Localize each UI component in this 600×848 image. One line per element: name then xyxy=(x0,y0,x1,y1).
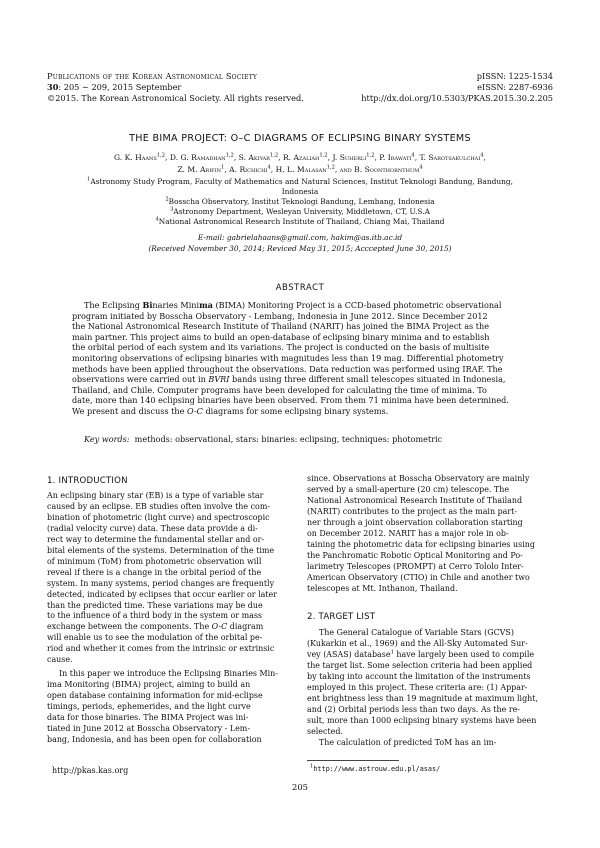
author-list-line1: G. K. Haans$^{1,2}$, D. G. Ramadhan$^{1,2}$, S. Akiyar$^{1,2}$, R. Azaliah$^{1,2}$, J. Suherli$^{1,2}$, P. Irawati$^4$, T. Sarotsakulchai$^4$, xyxy=(114,152,486,162)
abstract-body xyxy=(72,300,530,417)
text-line: vey (ASAS) database$^1$ have largely been used to compile xyxy=(307,649,535,659)
affiliation-mark: 4 xyxy=(267,164,271,171)
contact-email: E-mail: gabrielahaans@gmail.com, hakim@as.itb.ac.id xyxy=(197,233,403,242)
footnote-rule xyxy=(307,760,399,761)
affiliation-3 xyxy=(30,207,570,218)
author-list-line2: Z. M. Arifin$^1$, A. Richichi$^4$, H. L. Malasan$^{1,2}$, and B. Soonthornthum$^4$ xyxy=(177,164,423,174)
author-name: D. G. Ramadhan xyxy=(169,153,226,162)
text-line: exchange between the components. The O-C diagram xyxy=(47,622,264,632)
abstract-line: monitoring observations of eclipsing binaries with magnitudes less than 19 mag. Differential photometry xyxy=(72,352,504,363)
text-line: since. Observations at Bosscha Observatory are mainly xyxy=(307,474,530,483)
affiliation-2 xyxy=(30,197,570,208)
text-line: selected. xyxy=(307,726,343,736)
target-list-body xyxy=(307,628,553,748)
text-line: timings, periods, ephemerides, and the light curve xyxy=(47,702,251,712)
text-line: and (2) Orbital periods less than two days. As the re- xyxy=(307,704,520,714)
affiliation-mark: 1,2 xyxy=(269,152,279,159)
affiliation-mark: 1,2 xyxy=(225,152,234,159)
text-line: American Observatory (CTIO) in Chile and another two xyxy=(307,572,530,582)
text-line: rect way to determine the fundamental stellar and or- xyxy=(47,534,265,544)
text-line: on December 2012. NARIT has a major role in ob- xyxy=(307,528,509,538)
author-name: J. Suherli xyxy=(332,153,367,162)
text-line: to the influence of a third body in the system or mass xyxy=(47,611,262,621)
abstract-line: the National Astronomical Research Institute of Thailand (NARIT) has joined the BIMA Project as the xyxy=(72,321,490,332)
footnote-url[interactable]: http://www.astrouw.edu.pl/asas/ xyxy=(313,765,441,773)
text-line: employed in this project. These criteria are: (1) Appar- xyxy=(307,682,528,692)
text-line: In this paper we introduce the Eclipsing Binaries Min- xyxy=(59,669,278,679)
abstract-line: methods have been applied throughout the observations. Data reduction was performed using IRAF. The xyxy=(72,363,503,374)
affiliation-4 xyxy=(30,217,570,228)
doi-link[interactable]: http://dx.doi.org/10.5303/PKAS.2015.30.2.205 xyxy=(361,93,553,103)
received-dates: (Received November 30, 2014; Reviced May 31, 2015; Acccepted June 30, 2015) xyxy=(148,244,452,253)
abstract-line: program initiated by Bosscha Observatory - Lembang, Indonesia in June 2012. Since December 2012 xyxy=(72,310,488,321)
text-line: (Kukarkin et al., 1969) and the All-Sky Automated Sur- xyxy=(307,638,528,648)
footnote xyxy=(310,764,440,774)
text-line: ner through a joint observation collaboration starting xyxy=(307,517,523,527)
author-name: R. Azaliah xyxy=(282,153,320,162)
journal-website[interactable]: http://pkas.kas.org xyxy=(52,766,129,775)
affiliation-number: 1 xyxy=(87,176,91,183)
text-line: telescopes at Mt. Inthanon, Thailand. xyxy=(307,583,458,593)
affiliation-text: Astronomy Study Program, Faculty of Mathematics and Natural Sciences, Institut Teknologi Bandung, Bandung, xyxy=(90,177,513,186)
abstract-line: the orbital period of each system and its variations. The project is conducted on the basis of multisite xyxy=(72,342,490,353)
author-name: A. Richichi xyxy=(229,165,268,174)
author-name: H. L. Malasan xyxy=(275,165,327,174)
affiliation-1-cont: Indonesia xyxy=(281,187,319,196)
affiliation-mark: 4 xyxy=(411,152,415,159)
text-line: data for those binaries. The BIMA Project was ini- xyxy=(47,713,249,723)
affiliation-number: 3 xyxy=(170,206,174,213)
affiliation-mark: 4 xyxy=(480,152,484,159)
text-line: caused by an eclipse. EB studies often involve the com- xyxy=(47,501,271,511)
keywords-text: methods: observational, stars: binaries: eclipsing, techniques: photometric xyxy=(134,434,443,444)
abstract-line: Thailand, and Chile. Computer programs have been developed for calculating the time of minima. To xyxy=(72,384,487,395)
text-line: ima Monitoring (BIMA) project, aiming to build an xyxy=(47,680,251,690)
affiliation-text: National Astronomical Research Institute of Thailand, Chiang Mai, Thailand xyxy=(158,217,445,226)
text-line: tiated in June 2012 at Bosscha Observatory - Lem- xyxy=(47,724,251,734)
journal-name: Publications of the Korean Astronomical Society xyxy=(47,71,258,81)
text-line: sult, more than 1000 eclipsing binary systems have been xyxy=(307,715,537,725)
text-line: by taking into account the limitation of the instruments xyxy=(307,671,531,681)
footnote-number: 1 xyxy=(310,763,314,770)
target-list-heading: 2. TARGET LIST xyxy=(307,612,376,622)
affiliation-number: 4 xyxy=(155,216,159,223)
abstract-heading: ABSTRACT xyxy=(275,282,325,292)
author-name: S. Akiyar xyxy=(238,153,270,162)
text-line: taining the photometric data for eclipsing binaries using xyxy=(307,539,535,549)
affiliation-mark: 1,2 xyxy=(326,164,335,171)
affiliation-mark: 1,2 xyxy=(319,152,328,159)
affiliation-1 xyxy=(30,177,570,188)
text-line: The calculation of predicted ToM has an im- xyxy=(319,737,497,747)
author-name: and B. Soonthornthum xyxy=(339,165,420,174)
text-line: larimetry Telescopes (PROMPT) at Cerro Tololo Inter- xyxy=(307,561,524,571)
copyright-line: ©2015. The Korean Astronomical Society. All rights reserved. xyxy=(47,93,304,103)
text-line: system. In many systems, period changes are frequently xyxy=(47,578,275,588)
author-name: T. Sarotsakulchai xyxy=(419,153,481,162)
abstract-line: observations were carried out in BVRI bands using three different small telescopes situated in Indonesia, xyxy=(72,374,506,385)
text-line: bination of photometric (light curve) and spectroscopic xyxy=(47,512,270,522)
text-line: of minimum (ToM) from photometric observation will xyxy=(47,556,262,566)
page-number: 205 xyxy=(292,782,308,792)
text-line: The General Catalogue of Variable Stars (GCVS) xyxy=(319,628,514,637)
text-line: ent brightness less than 19 magnitude at maximum light, xyxy=(307,693,538,703)
affiliation-mark: 1,2 xyxy=(156,152,166,159)
text-line: than the predicted time. These variations may be due xyxy=(47,600,263,610)
affiliation-text: Bosscha Observatory, Institut Teknologi Bandung, Lembang, Indonesia xyxy=(168,197,435,206)
author-name: G. K. Haans xyxy=(114,153,157,162)
author-name: P. Irawati xyxy=(379,153,412,162)
text-line: the target list. Some selection criteria had been applied xyxy=(307,660,533,670)
abstract-line: The Eclipsing Binaries Minima (BIMA) Monitoring Project is a CCD-based photometric observational xyxy=(84,300,502,310)
introduction-heading: 1. INTRODUCTION xyxy=(47,476,128,486)
text-line: cause. xyxy=(47,655,73,665)
text-line: open database containing information for mid-eclipse xyxy=(47,691,263,701)
abstract-line: main partner. This project aims to build an open-database of eclipsing binary minima and to establish xyxy=(72,331,490,342)
page-range: : 205 ∼ 209, 2015 September xyxy=(58,82,182,92)
paper-title: THE BIMA PROJECT: O–C DIAGRAMS OF ECLIPSING BINARY SYSTEMS xyxy=(129,133,471,144)
footnote-mark: 1 xyxy=(390,649,394,656)
introduction-continued xyxy=(307,474,553,594)
keywords-label: Key words: xyxy=(84,434,130,444)
pissn: pISSN: 1225-1534 xyxy=(476,71,553,81)
text-line: will enable us to see the modulation of the orbital pe- xyxy=(47,633,263,643)
abstract-line: We present and discuss the O-C diagrams for some eclipsing binary systems. xyxy=(72,405,389,416)
text-line: detected, indicated by eclipses that occur earlier or later xyxy=(47,589,278,599)
volume-number: 30 xyxy=(47,82,59,92)
text-line: An eclipsing binary star (EB) is a type of variable star xyxy=(47,491,264,500)
text-line: (radial velocity curve) data. These data provide a di- xyxy=(47,523,258,533)
author-name: Z. M. Arifin xyxy=(177,165,221,174)
text-line: riod and whether it comes from the intrinsic or extrinsic xyxy=(47,644,275,654)
text-line: (NARIT) contributes to the project as the main part- xyxy=(307,506,518,516)
introduction-body xyxy=(47,491,293,746)
text-line: bital elements of the systems. Determination of the time xyxy=(47,545,275,555)
affiliation-mark: 1,2 xyxy=(366,152,375,159)
text-line: the Panchromatic Robotic Optical Monitoring and Po- xyxy=(307,550,523,560)
abstract-line: date, more than 140 eclipsing binaries have been observed. From them 71 minima have been determined. xyxy=(72,395,509,406)
text-line: served by a small-aperture (20 cm) telescope. The xyxy=(307,484,510,494)
text-line: reveal if there is a change in the orbital period of the xyxy=(47,567,262,577)
text-line: National Astronomical Research Institute of Thailand xyxy=(307,495,523,505)
affiliation-number: 2 xyxy=(165,196,169,203)
keywords-line xyxy=(84,434,442,445)
affiliation-text: Astronomy Department, Wesleyan University, Middletown, CT, U.S.A xyxy=(173,207,430,216)
text-line: bang, Indonesia, and has been open for collaboration xyxy=(47,734,262,744)
affiliation-mark: 1 xyxy=(221,164,225,171)
volume-pages xyxy=(47,82,181,93)
affiliation-mark: 4 xyxy=(419,164,423,171)
eissn: eISSN: 2287-6936 xyxy=(477,82,553,92)
